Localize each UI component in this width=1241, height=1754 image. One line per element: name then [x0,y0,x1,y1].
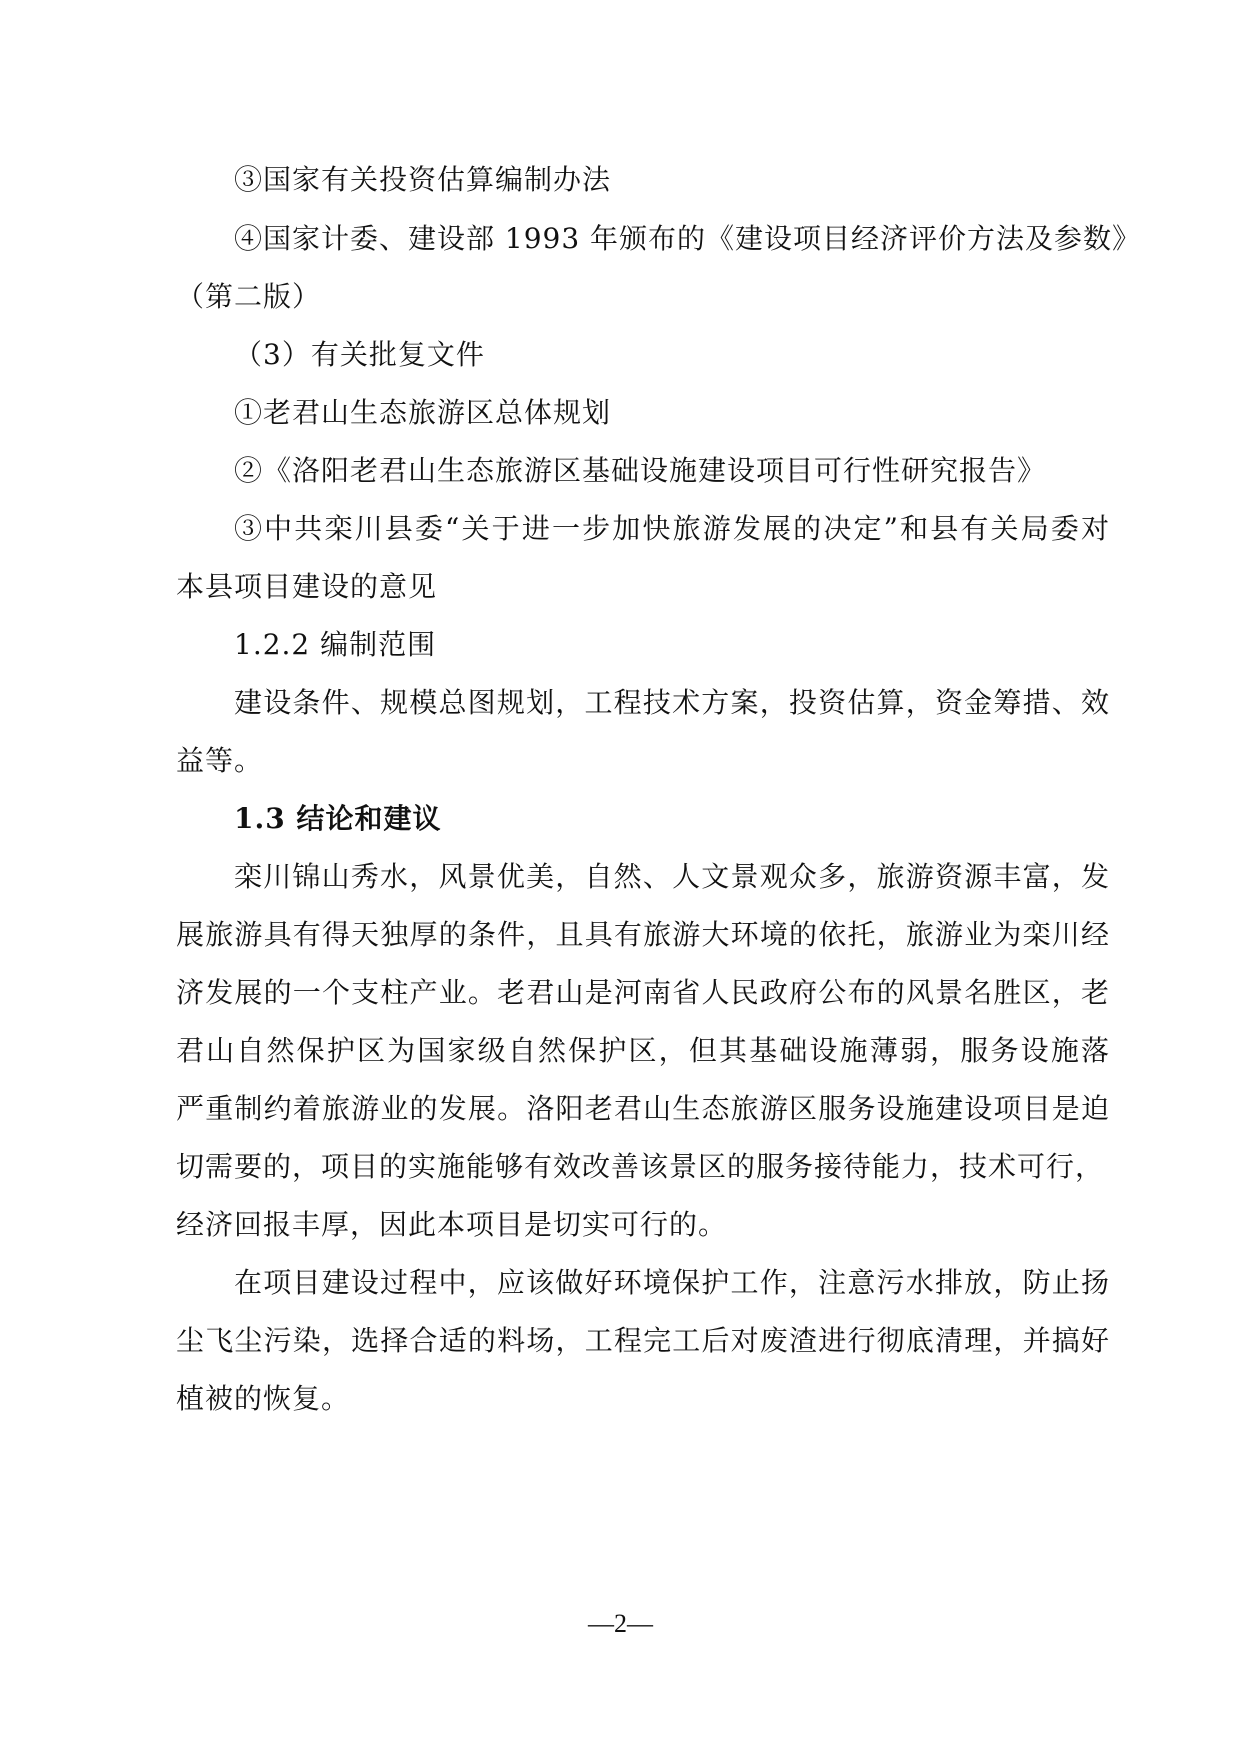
paragraph-line: ④国家计委、建设部 1993 年颁布的《建设项目经济评价方法及参数》 [234,222,1142,255]
subsection-heading: 1.2.2 编制范围 [234,628,437,661]
section-heading: （3）有关批复文件 [234,338,485,371]
paragraph-line: 展旅游具有得天独厚的条件，且具有旅游大环境的依托，旅游业为栾川经 [176,918,1110,951]
paragraph-line: ①老君山生态旅游区总体规划 [234,396,612,429]
paragraph-line: 植被的恢复。 [176,1382,351,1415]
paragraph-line: 栾川锦山秀水，风景优美，自然、人文景观众多，旅游资源丰富，发 [234,860,1110,893]
paragraph-line: 切需要的，项目的实施能够有效改善该景区的服务接待能力，技术可行， [176,1150,1105,1183]
paragraph-line: 在项目建设过程中，应该做好环境保护工作，注意污水排放，防止扬 [234,1266,1110,1299]
paragraph-line: 尘飞尘污染，选择合适的料场，工程完工后对废渣进行彻底清理，并搞好 [176,1324,1110,1357]
paragraph-line: ③国家有关投资估算编制办法 [234,163,612,196]
paragraph-line: ③中共栾川县委“关于进一步加快旅游发展的决定”和县有关局委对 [234,512,1110,545]
paragraph-line: （第二版） [176,280,322,313]
paragraph-line: 益等。 [176,744,264,777]
section-heading: 1.3 结论和建议 [234,802,442,835]
paragraph-line: 济发展的一个支柱产业。老君山是河南省人民政府公布的风景名胜区，老 [176,976,1110,1009]
paragraph-line: ②《洛阳老君山生态旅游区基础设施建设项目可行性研究报告》 [234,454,1047,487]
paragraph-line: 君山自然保护区为国家级自然保护区，但其基础设施薄弱，服务设施落 [176,1034,1110,1067]
paragraph-line: 严重制约着旅游业的发展。洛阳老君山生态旅游区服务设施建设项目是迫 [176,1092,1110,1125]
document-page [176,0,1142,1754]
paragraph-line: 经济回报丰厚，因此本项目是切实可行的。 [176,1208,728,1241]
paragraph-line: 本县项目建设的意见 [176,570,438,603]
paragraph-line: 建设条件、规模总图规划，工程技术方案，投资估算，资金筹措、效 [234,686,1110,719]
page-number: —2— [588,1609,653,1638]
